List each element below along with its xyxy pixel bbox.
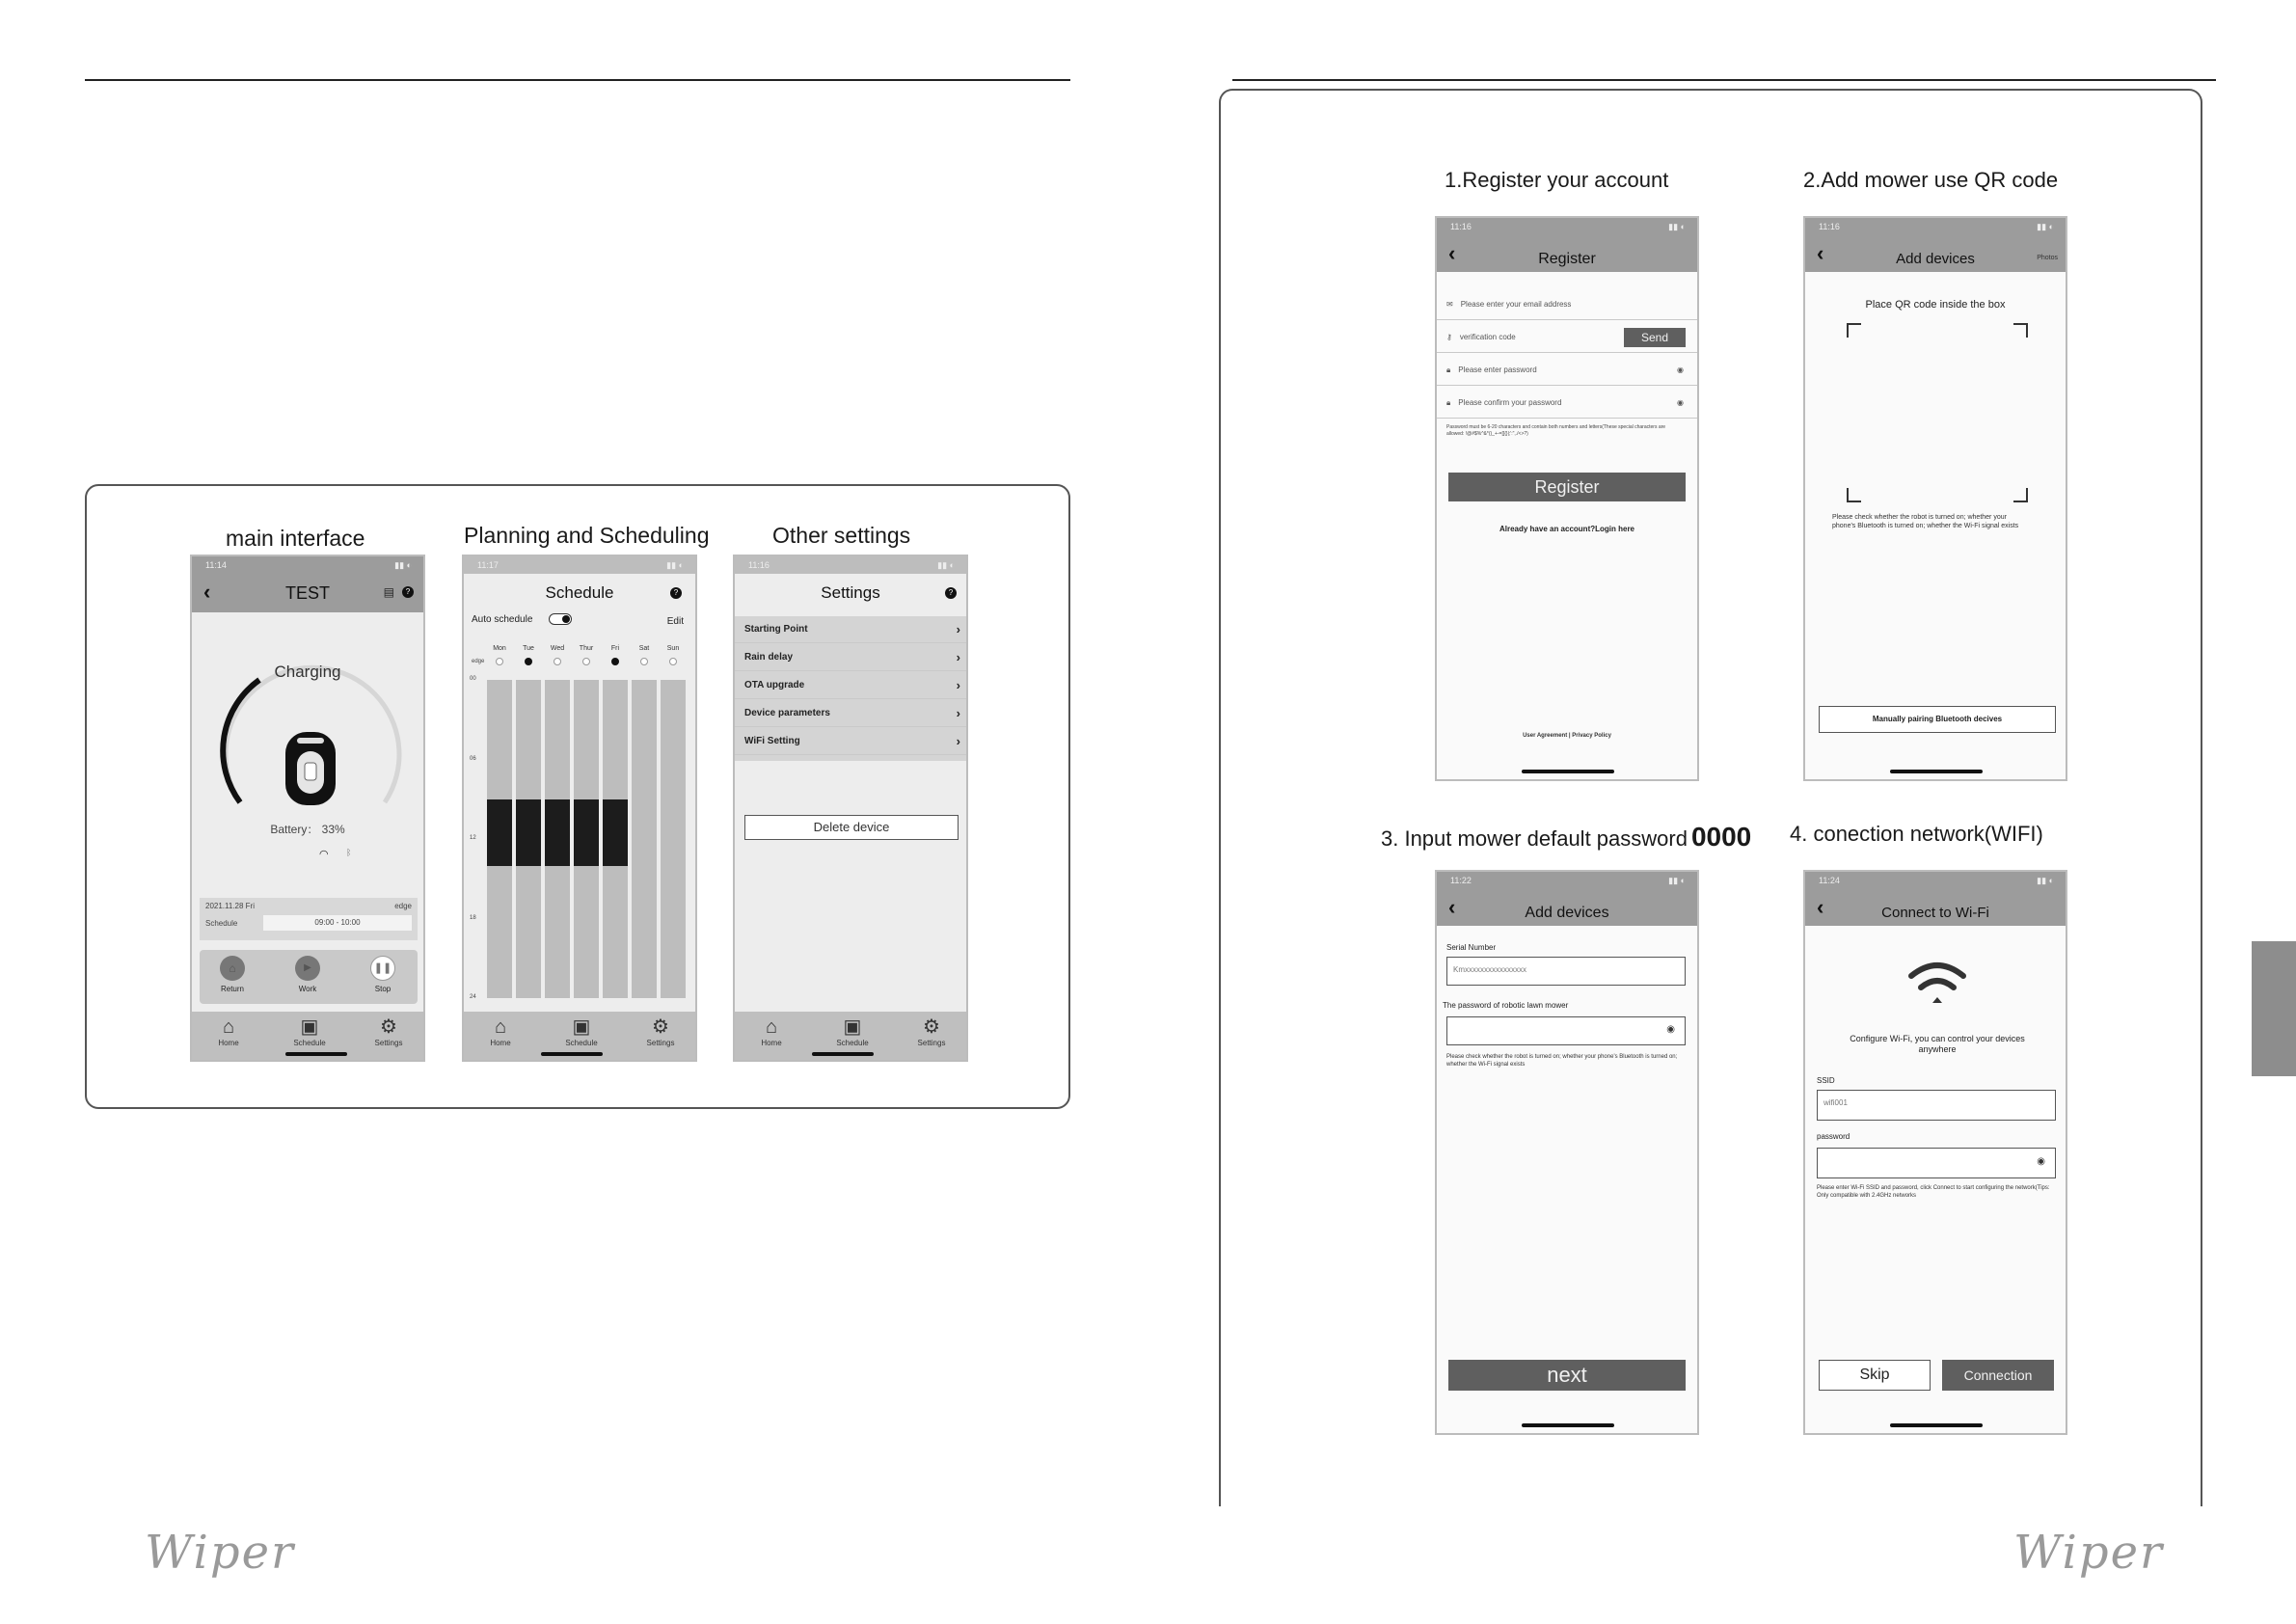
status-time: 11:14 — [205, 560, 227, 570]
back-icon[interactable]: ‹ — [1817, 895, 1824, 919]
ssid-input[interactable]: wifi001 — [1817, 1090, 2056, 1121]
tab-home[interactable]: ⌂ Home — [200, 1015, 257, 1047]
key-icon: ⚷ — [1446, 333, 1452, 341]
day-label: Thur — [579, 645, 594, 652]
work-label: Work — [298, 985, 317, 993]
serial-number-input[interactable]: Kmxxxxxxxxxxxxxxxx — [1446, 957, 1686, 986]
password-field[interactable]: 🔒︎ Please enter password ◉ — [1437, 355, 1697, 386]
brand-logo-left: Wiper — [145, 1526, 295, 1580]
settings-item[interactable] — [735, 728, 968, 755]
mail-icon: ✉ — [1446, 300, 1453, 309]
settings-list — [735, 616, 968, 761]
delete-device-button[interactable]: Delete device — [744, 815, 959, 840]
home-indicator — [812, 1052, 874, 1056]
edge-label: edge — [394, 902, 412, 910]
wifi-screen — [1803, 870, 2067, 1435]
back-icon[interactable]: ‹ — [1448, 895, 1456, 919]
home-indicator — [285, 1052, 347, 1056]
settings-item-label: Starting Point — [744, 624, 808, 635]
add-devices-title: Add devices — [1896, 251, 1975, 267]
register-title: Register — [1538, 251, 1596, 267]
schedule-block[interactable] — [516, 799, 541, 866]
help-icon[interactable]: ? — [670, 587, 682, 599]
qr-frame — [1846, 322, 2029, 503]
edge-radio[interactable] — [640, 658, 648, 665]
back-icon[interactable]: ‹ — [1817, 241, 1824, 265]
settings-screen — [733, 555, 968, 1062]
schedule-title: Schedule — [545, 583, 614, 602]
home-icon: ⌂ — [494, 1016, 507, 1038]
home-icon: ⌂ — [765, 1016, 778, 1038]
settings-item[interactable] — [735, 700, 968, 727]
schedule-block[interactable] — [487, 799, 512, 866]
tab-settings[interactable]: ⚙ Settings — [632, 1015, 689, 1047]
auto-schedule-label: Auto schedule — [472, 614, 533, 625]
caption-register: 1.Register your account — [1445, 168, 1669, 192]
chevron-right-icon: › — [956, 678, 960, 692]
add-devices-title: Add devices — [1525, 905, 1609, 921]
skip-button[interactable]: Skip — [1819, 1360, 1931, 1391]
wifi-password-label: password — [1817, 1132, 1850, 1141]
battery-level: Battery： 33% — [270, 823, 345, 836]
calendar-icon: ▣ — [572, 1016, 591, 1038]
chevron-right-icon: › — [956, 650, 960, 664]
hour-label: 00 — [470, 676, 476, 682]
login-link[interactable]: Already have an account?Login here — [1499, 525, 1635, 533]
next-button[interactable]: next — [1448, 1360, 1686, 1391]
eye-icon[interactable]: ◉ — [1677, 365, 1684, 374]
status-time: 11:24 — [1819, 876, 1840, 885]
day-label: Sat — [638, 645, 650, 652]
day-column[interactable] — [545, 680, 570, 998]
help-icon[interactable]: ? — [402, 586, 414, 598]
wifi-hint: Please enter Wi-Fi SSID and password, click Connect to start configuring the network(Tips: Only compatible with 2.4GHz networks — [1817, 1185, 2050, 1199]
qr-hint: Please check whether the robot is turned on; whether your phone's Bluetooth is turned on; whether the Wi-Fi signal exists — [1832, 514, 2019, 529]
caption-qr: 2.Add mower use QR code — [1803, 168, 2059, 192]
calendar-icon: ▣ — [300, 1016, 319, 1038]
tab-bar — [192, 1012, 423, 1060]
eye-icon[interactable]: ◉ — [1666, 1024, 1675, 1035]
schedule-block[interactable] — [603, 799, 628, 866]
day-label: Sun — [666, 645, 680, 652]
home-indicator — [1890, 770, 1983, 773]
caption-wifi: 4. conection network(WIFI) — [1790, 822, 2043, 846]
hour-label: 18 — [470, 914, 476, 921]
tab-schedule[interactable]: ▣ Schedule — [824, 1015, 881, 1047]
day-label: Fri — [610, 645, 620, 652]
wifi-icon: ◠ — [319, 849, 329, 860]
return-label: Return — [220, 985, 244, 993]
add-devices-screen — [1435, 870, 1699, 1435]
edge-radio[interactable] — [611, 658, 619, 665]
play-icon: ▶ — [295, 956, 320, 981]
right-page-rule — [1232, 79, 2216, 81]
stop-label: Stop — [374, 985, 392, 993]
legal-links: User Agreement | Privacy Policy — [1523, 733, 1611, 739]
edge-radio[interactable] — [669, 658, 677, 665]
device-title: TEST — [284, 583, 330, 603]
hour-label: 06 — [470, 755, 476, 762]
wifi-title: Connect to Wi-Fi — [1881, 905, 1989, 921]
wifi-intro: Configure Wi-Fi, you can control your devices anywhere — [1850, 1034, 2025, 1054]
serial-number-label: Serial Number — [1446, 943, 1497, 952]
send-code-button[interactable]: Send — [1624, 328, 1686, 347]
default-password-code: 0000 — [1690, 822, 1752, 852]
day-label: Mon — [493, 645, 506, 652]
home-indicator — [1522, 770, 1614, 773]
status-time: 11:16 — [1819, 222, 1840, 231]
edge-radio[interactable] — [496, 658, 503, 665]
home-icon: ⌂ — [220, 956, 245, 981]
home-icon: ⌂ — [222, 1016, 235, 1038]
left-page-rule — [85, 79, 1070, 81]
connection-button[interactable]: Connection — [1942, 1360, 2054, 1391]
settings-item-label: Rain delay — [744, 652, 794, 663]
edit-button[interactable]: Edit — [666, 616, 684, 627]
gear-icon: ⚙ — [652, 1016, 669, 1038]
settings-item-label: WiFi Setting — [744, 736, 800, 746]
caption-other-settings: Other settings — [772, 523, 911, 548]
tab-settings[interactable]: ⚙ Settings — [360, 1015, 418, 1047]
day-column[interactable] — [661, 680, 686, 998]
add-devices-hint: Please check whether the robot is turned on; whether your phone's Bluetooth is turned on; whether the Wi-Fi signal exists — [1446, 1054, 1678, 1068]
home-indicator — [541, 1052, 603, 1056]
status-time: 11:16 — [1450, 222, 1472, 231]
status-icons: ▮▮ ◐ — [937, 560, 955, 570]
chapter-tab — [2252, 941, 2296, 1076]
day-column[interactable] — [487, 680, 512, 998]
eye-icon[interactable]: ◉ — [1677, 398, 1684, 407]
qr-instruction: Place QR code inside the box — [1865, 299, 2006, 311]
settings-item[interactable] — [735, 644, 968, 671]
confirm-password-field[interactable]: 🔒︎ Please confirm your password ◉ — [1437, 388, 1697, 419]
tab-settings[interactable]: ⚙ Settings — [903, 1015, 960, 1047]
home-indicator — [1890, 1423, 1983, 1427]
schedule-label: Schedule — [205, 919, 238, 928]
status-icons: ▮▮ ◐ — [666, 560, 684, 570]
schedule-time: 09:00 - 10:00 — [263, 915, 412, 931]
day-column[interactable] — [574, 680, 599, 998]
help-icon[interactable]: ? — [945, 587, 957, 599]
mower-icon — [282, 730, 339, 807]
tab-home[interactable]: ⌂ Home — [743, 1015, 800, 1047]
hour-label: 12 — [470, 835, 476, 841]
status-icons: ▮▮ ◐ — [2037, 222, 2054, 231]
settings-item[interactable] — [735, 616, 968, 643]
brand-logo-right: Wiper — [2013, 1526, 2164, 1580]
lock-icon: 🔒︎ — [1446, 365, 1451, 374]
status-time: 11:16 — [748, 560, 770, 570]
tab-home[interactable]: ⌂ Home — [472, 1015, 529, 1047]
settings-item[interactable] — [735, 672, 968, 699]
work-button[interactable] — [288, 956, 327, 993]
back-icon[interactable]: ‹ — [1448, 241, 1456, 265]
edge-radio[interactable] — [525, 658, 532, 665]
return-button[interactable] — [213, 956, 252, 993]
home-indicator — [1522, 1423, 1614, 1427]
mower-password-label: The password of robotic lawn mower — [1443, 1001, 1569, 1010]
wifi-icon — [1907, 959, 1967, 1009]
tab-bar — [464, 1012, 695, 1060]
hour-label: 24 — [470, 994, 476, 1000]
gear-icon: ⚙ — [380, 1016, 397, 1038]
ssid-label: SSID — [1817, 1076, 1835, 1085]
back-icon[interactable]: ‹ — [203, 580, 211, 604]
schedule-block[interactable] — [574, 799, 599, 866]
register-button[interactable]: Register — [1448, 473, 1686, 501]
eye-icon[interactable]: ◉ — [2037, 1156, 2045, 1167]
day-headers — [464, 645, 697, 674]
privacy-policy-link[interactable]: Privacy Policy — [1572, 733, 1611, 739]
caption-planning: Planning and Scheduling — [464, 523, 710, 548]
chevron-right-icon: › — [956, 734, 960, 748]
stop-button[interactable] — [364, 956, 402, 993]
qr-scan-screen — [1803, 216, 2067, 781]
password-rules: Password must be 6-20 characters and contain both numbers and letters(These special characters are allowed: !@#$%^&*()_+-=[]{}|;':",./<>?) — [1446, 424, 1666, 437]
status-time: 11:22 — [1450, 876, 1472, 885]
schedule-screen — [462, 555, 697, 1062]
day-column[interactable] — [632, 680, 657, 998]
email-field[interactable]: ✉ Please enter your email address — [1437, 289, 1697, 320]
schedule-summary-card — [200, 898, 418, 940]
mower-password-input[interactable] — [1446, 1016, 1686, 1045]
user-agreement-link[interactable]: User Agreement — [1523, 733, 1568, 739]
register-screen — [1435, 216, 1699, 781]
settings-item-label: OTA upgrade — [744, 680, 805, 690]
status-icons: ▮▮ ◐ — [2037, 876, 2054, 885]
gear-icon: ⚙ — [923, 1016, 940, 1038]
chevron-right-icon: › — [956, 706, 960, 720]
wifi-password-input[interactable] — [1817, 1148, 2056, 1178]
caption-main-interface: main interface — [226, 526, 365, 551]
manual-pairing-button[interactable]: Manually pairing Bluetooth decives — [1819, 706, 2056, 733]
lock-icon: 🔒︎ — [1446, 398, 1451, 407]
tab-schedule[interactable]: ▣ Schedule — [553, 1015, 610, 1047]
schedule-grid — [464, 676, 697, 1000]
edge-row-label: edge — [472, 659, 485, 664]
main-interface-screen — [190, 555, 425, 1062]
caption-default-password: 3. Input mower default password 0000 — [1381, 822, 1752, 852]
status-icons: ▮▮ ◐ — [1668, 876, 1686, 885]
schedule-block[interactable] — [545, 799, 570, 866]
action-bar — [200, 950, 418, 1004]
edge-radio[interactable] — [554, 658, 561, 665]
photos-button[interactable]: Photos — [2037, 255, 2058, 261]
pause-icon: ❚❚ — [370, 956, 395, 981]
day-label: Tue — [523, 645, 534, 652]
status-time: 11:17 — [477, 560, 499, 570]
tab-schedule[interactable]: ▣ Schedule — [281, 1015, 338, 1047]
edge-radio[interactable] — [582, 658, 590, 665]
bluetooth-icon: ᛒ — [346, 848, 352, 857]
schedule-date: 2021.11.28 Fri — [205, 902, 255, 910]
day-label: Wed — [550, 645, 565, 652]
day-column[interactable] — [603, 680, 628, 998]
charging-status: Charging — [274, 663, 341, 681]
verification-code-field[interactable]: ⚷ verification code — [1437, 322, 1697, 353]
calendar-icon: ▣ — [843, 1016, 862, 1038]
chevron-right-icon: › — [956, 622, 960, 636]
settings-title: Settings — [821, 583, 880, 602]
day-column[interactable] — [516, 680, 541, 998]
auto-schedule-toggle[interactable] — [549, 613, 572, 625]
tab-bar — [735, 1012, 966, 1060]
status-icons: ▮▮ ◐ — [1668, 222, 1686, 231]
record-icon[interactable]: ▤ — [383, 585, 394, 599]
status-icons: ▮▮ ◐ — [394, 560, 412, 570]
settings-item-label: Device parameters — [744, 708, 830, 718]
